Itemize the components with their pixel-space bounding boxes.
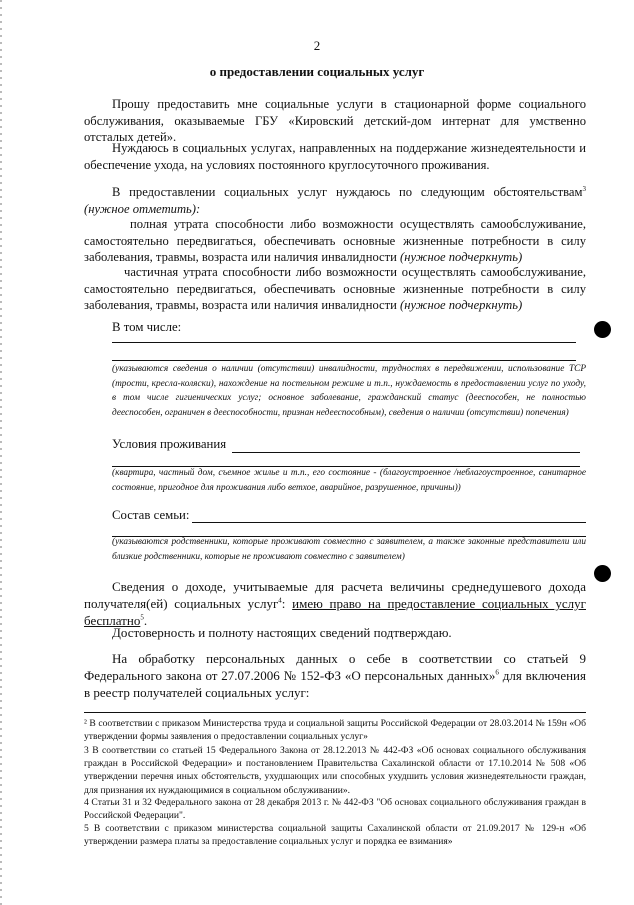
living-conditions-line-1[interactable]: [232, 452, 580, 453]
income-colon: :: [281, 596, 286, 611]
footnote-4: 4 Статьи 31 и 32 Федерального закона от 28 декабря 2013 г. № 442-ФЗ "Об основах социального обслуживания граждан в Российской Федерации".: [84, 797, 586, 822]
document-title: о предоставлении социальных услуг: [209, 64, 425, 79]
footnote-ref-3: 3: [582, 184, 586, 193]
footnote-5: 5 В соответствии с приказом министерства социальной защиты Сахалинской области от 21.09.2017 № 129-н «Об утверждении размера платы за предоставление социальных услуг и порядка ее взимания»: [84, 823, 586, 848]
need-paragraph: Нуждаюсь в социальных услугах, направленных на поддержание жизнедеятельности и обеспечение ухода, на условиях постоянного круглосуточного проживания.: [84, 141, 586, 172]
footnote-3: 3 В соответствии со статьей 15 Федерального Закона от 28.12.2013 № 442-ФЗ «Об основах социального обслуживания граждан в Российской Федерации» и постановлением Правительства Сахалинской области от 17.10.2014 № 508 «Об утверждении перечня иных обстоятельств, ухудшающих или способных ухудшить условия жизнедеятельности граждан, для признания их нуждающимися в социальном обслуживании».: [84, 745, 586, 796]
including-line-1[interactable]: [112, 342, 576, 343]
circumstances-text: В предоставлении социальных услуг нуждаюсь по следующим обстоятельствам: [112, 185, 583, 199]
income-paragraph: [84, 578, 586, 629]
circumstances-note: (нужное отметить):: [84, 201, 201, 216]
living-conditions-hint: (квартира, частный дом, съемное жилье и т.п., его состояние - (благоустроенное /неблагоустроенное, санитарное состояние, пригодное для проживания либо ветхое, аварийное, разрушенное, причины)): [112, 468, 586, 493]
request-paragraph: Прошу предоставить мне социальные услуги в стационарной форме социального обслуживания, оказываемые ГБУ «Кировский детский-дом интернат для умственно отсталых детей».: [84, 97, 586, 144]
footnote-ref-5: 5: [140, 613, 144, 622]
option-full-loss: [84, 216, 586, 266]
binder-hole-top: [594, 321, 611, 338]
consent-tail: для включения в реестр получателей социальных услуг:: [84, 668, 586, 700]
page-number: 2: [313, 38, 321, 53]
living-conditions-label: Условия проживания: [112, 437, 227, 451]
family-hint: (указываются родственники, которые проживают совместно с заявителем, а также законные представители или близкие родственники, которые не проживают совместно с заявителем): [112, 537, 586, 562]
income-text: Сведения о доходе, учитываемые для расчета величины среднедушевого дохода получателя(ей) социальных услуг: [84, 579, 586, 611]
footnote-ref-4: 4: [278, 596, 282, 605]
option-full-loss-text: полная утрата способности либо возможности осуществлять самообслуживание, самостоятельно передвигаться, обеспечивать основные жизненные потребности в силу заболевания, травмы, возраста или наличия инвалидности: [84, 217, 586, 264]
circumstances-paragraph: [84, 184, 586, 217]
consent-paragraph: [84, 650, 586, 701]
family-label: Состав семьи:: [112, 508, 190, 522]
including-label: В том числе:: [112, 320, 182, 334]
option-partial-loss-text: частичная утрата способности либо возможности осуществлять самообслуживание, самостоятельно передвигаться, обеспечивать основные жизненные потребности в силу заболевания, травмы, возраста или наличия инвалидности: [84, 265, 586, 312]
family-line-1[interactable]: [192, 522, 586, 523]
scan-left-margin: [0, 0, 2, 905]
option-partial-loss: [84, 264, 586, 314]
option-full-loss-note: (нужное подчеркнуть): [400, 250, 523, 264]
footnote-ref-6: 6: [495, 668, 499, 677]
income-tail: .: [143, 613, 148, 628]
consent-text: На обработку персональных данных о себе в соответствии со статьей 9 Федерального закона от 27.07.2006 № 152-ФЗ «О персональных данных»: [84, 651, 586, 683]
footnote-separator: [84, 712, 586, 713]
including-line-2[interactable]: [112, 360, 576, 361]
binder-hole-bottom: [594, 565, 611, 582]
option-partial-loss-note: (нужное подчеркнуть): [400, 298, 523, 312]
footnote-2: ² В соответствии с приказом Министерства труда и социальной защиты Российской Федерации от 28.03.2014 № 159н «Об утверждении формы заявления о предоставлении социальных услуг»: [84, 718, 586, 743]
including-hint: (указываются сведения о наличии (отсутствии) инвалидности, трудностях в передвижении, использование ТСР (трости, кресла-коляски), нахождение на постельном режиме и т.п., нуждаемость в предоставлении услуг по уходу, в том числе гигиенических услуг; основное заболевание, гражданский статус (дееспособен, не полностью дееспособен, ограничен в дееспособности, признан недееспособным), сведения о наличии (отсутствии) попечения): [112, 364, 586, 418]
income-free-right: имею право на предоставление социальных услуг бесплатно: [84, 596, 586, 628]
confirm-paragraph: Достоверность и полноту настоящих сведений подтверждаю.: [112, 625, 452, 640]
